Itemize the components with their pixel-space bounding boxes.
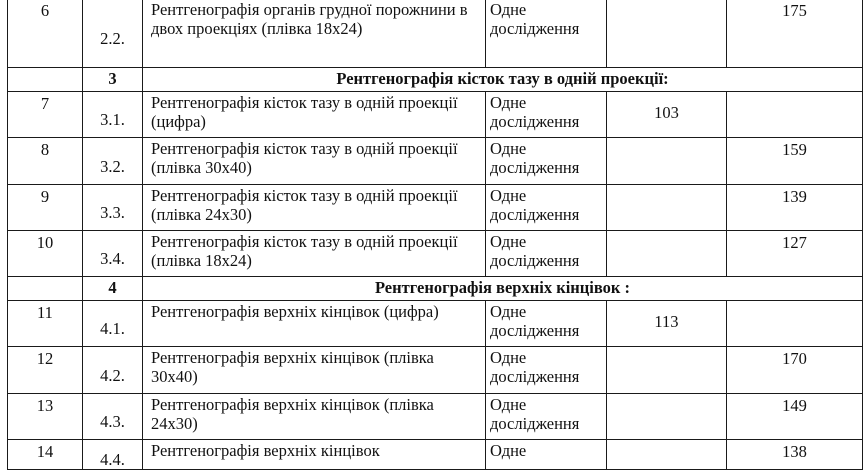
section-title: Рентгенографія верхніх кінцівок : [143, 277, 863, 301]
price-film [727, 301, 863, 347]
unit-of-measure: Одне [486, 440, 607, 470]
service-code: 2.2. [83, 0, 143, 68]
service-code: 4.2. [83, 347, 143, 394]
price-digital [607, 138, 727, 185]
service-code: 3.2. [83, 138, 143, 185]
row-number: 8 [8, 138, 83, 185]
service-code: 4.4. [83, 440, 143, 470]
row-number: 9 [8, 185, 83, 231]
table-row [8, 185, 863, 231]
service-name: Рентгенографія кісток тазу в одній проекції (плівка 24х30) [143, 185, 486, 231]
service-code: 4.3. [83, 394, 143, 440]
service-code: 3.3. [83, 185, 143, 231]
unit-of-measure: Одне дослідження [486, 185, 607, 231]
row-number: 6 [8, 0, 83, 68]
price-film: 149 [727, 394, 863, 440]
service-name: Рентгенографія верхніх кінцівок (плівка 30х40) [143, 347, 486, 394]
section-row [8, 68, 863, 92]
section-num-cell [8, 68, 83, 92]
price-digital [607, 185, 727, 231]
service-name: Рентгенографія верхніх кінцівок [143, 440, 486, 470]
unit-of-measure: Одне дослідження [486, 0, 607, 68]
row-number: 10 [8, 231, 83, 277]
price-digital: 113 [607, 301, 727, 347]
row-number: 14 [8, 440, 83, 470]
service-name: Рентгенографія кісток тазу в одній проекції (цифра) [143, 92, 486, 138]
table-row [8, 138, 863, 185]
table-row [8, 231, 863, 277]
row-number: 13 [8, 394, 83, 440]
price-film: 138 [727, 440, 863, 470]
section-row [8, 277, 863, 301]
table-row [8, 0, 863, 68]
section-title: Рентгенографія кісток тазу в одній проекції: [143, 68, 863, 92]
unit-of-measure: Одне дослідження [486, 301, 607, 347]
unit-of-measure: Одне дослідження [486, 394, 607, 440]
service-name: Рентгенографія верхніх кінцівок (цифра) [143, 301, 486, 347]
price-film: 127 [727, 231, 863, 277]
service-code: 4.1. [83, 301, 143, 347]
price-digital [607, 0, 727, 68]
table-row [8, 92, 863, 138]
price-table [7, 0, 863, 470]
unit-of-measure: Одне дослідження [486, 138, 607, 185]
service-name: Рентгенографія кісток тазу в одній проекції (плівка 18х24) [143, 231, 486, 277]
price-film: 170 [727, 347, 863, 394]
table-row [8, 394, 863, 440]
price-film: 175 [727, 0, 863, 68]
row-number: 11 [8, 301, 83, 347]
unit-of-measure: Одне дослідження [486, 347, 607, 394]
price-digital [607, 394, 727, 440]
table-row [8, 301, 863, 347]
service-code: 3.4. [83, 231, 143, 277]
section-num-cell [8, 277, 83, 301]
table-row [8, 440, 863, 470]
service-name: Рентгенографія органів грудної порожнини в двох проекціях (плівка 18х24) [143, 0, 486, 68]
row-number: 12 [8, 347, 83, 394]
price-table-body [8, 0, 863, 470]
row-number: 7 [8, 92, 83, 138]
price-digital [607, 440, 727, 470]
price-digital [607, 231, 727, 277]
section-code: 3 [83, 68, 143, 92]
table-row [8, 347, 863, 394]
price-film: 139 [727, 185, 863, 231]
price-digital: 103 [607, 92, 727, 138]
unit-of-measure: Одне дослідження [486, 92, 607, 138]
service-name: Рентгенографія кісток тазу в одній проекції (плівка 30х40) [143, 138, 486, 185]
section-code: 4 [83, 277, 143, 301]
price-film [727, 92, 863, 138]
price-film: 159 [727, 138, 863, 185]
price-digital [607, 347, 727, 394]
unit-of-measure: Одне дослідження [486, 231, 607, 277]
service-name: Рентгенографія верхніх кінцівок (плівка 24х30) [143, 394, 486, 440]
service-code: 3.1. [83, 92, 143, 138]
